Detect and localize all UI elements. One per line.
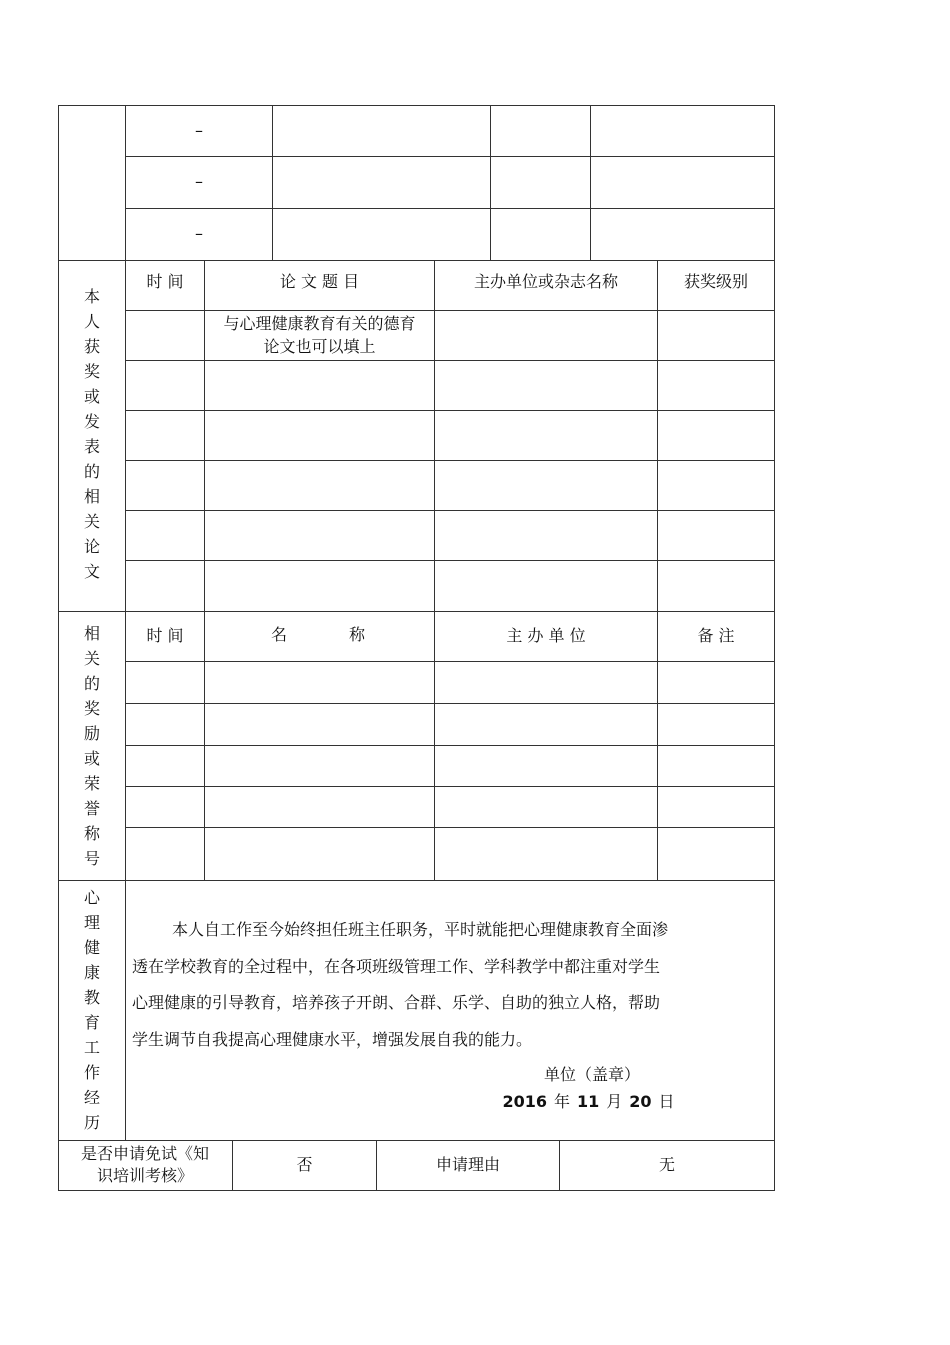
- papers-note-line2: 论文也可以填上: [263, 337, 376, 356]
- grid-line-horizontal: [58, 1190, 775, 1191]
- period-cell-3: [126, 209, 272, 260]
- date-month: 11: [576, 1092, 600, 1111]
- grid-line-horizontal: [125, 410, 775, 411]
- papers-header-org: 主办单位或杂志名称: [473, 271, 618, 291]
- papers-header-level: 获奖级别: [683, 271, 748, 291]
- period-dash: –: [195, 120, 203, 140]
- grid-line-horizontal: [58, 260, 775, 261]
- papers-note-line1: 与心理健康教育有关的德育: [223, 314, 416, 333]
- experience-paragraph: [132, 912, 732, 1058]
- experience-section-label: 心 理 健 康 教 育 工 作 经 历: [83, 888, 100, 1132]
- exemption-question-line1: 是否申请免试《知: [80, 1144, 209, 1163]
- grid-line-horizontal: [125, 703, 775, 704]
- date-year-unit: 年: [553, 1092, 570, 1111]
- period-cell-2: [126, 157, 272, 208]
- honors-header-remark: 备 注: [697, 625, 735, 645]
- experience-line-2: 透在学校教育的全过程中，在各项班级管理工作、学科教学中都注重对学生: [132, 956, 661, 976]
- grid-line-vertical: [774, 105, 775, 1191]
- period-dash: –: [195, 172, 203, 192]
- date-year: 2016: [502, 1092, 547, 1111]
- grid-line-horizontal: [125, 460, 775, 461]
- exemption-question: [58, 1141, 232, 1190]
- experience-line-1: 本人自工作至今始终担任班主任职务，平时就能把心理健康教育全面渗: [172, 920, 669, 939]
- grid-line-horizontal: [125, 510, 775, 511]
- honors-section-label: 相 关 的 奖 励 或 荣 誉 称 号: [83, 624, 100, 868]
- unit-seal: 单位（盖章）: [543, 1065, 640, 1084]
- honors-header-time: 时 间: [146, 625, 184, 645]
- date-month-unit: 月: [606, 1092, 623, 1111]
- papers-section-label: 本 人 获 奖 或 发 表 的 相 关 论 文: [83, 287, 100, 581]
- honors-header-org: 主 办 单 位: [506, 625, 586, 645]
- honors-header-name: [205, 612, 434, 660]
- papers-header-title: 论 文 题 目: [279, 271, 360, 291]
- grid-line-horizontal: [125, 661, 775, 662]
- exemption-reason-value: 无: [658, 1155, 675, 1175]
- grid-line-vertical: [434, 260, 435, 881]
- honors-header-name-part1: 名: [271, 625, 288, 644]
- grid-line-vertical: [590, 105, 591, 261]
- grid-line-vertical: [272, 105, 273, 261]
- grid-line-horizontal: [125, 786, 775, 787]
- papers-note-cell: [205, 311, 434, 361]
- exemption-question-line2: 识培训考核》: [96, 1166, 193, 1185]
- grid-line-horizontal: [125, 560, 775, 561]
- papers-header-time: 时 间: [146, 271, 184, 291]
- period-dash: –: [195, 224, 203, 244]
- exemption-answer: 否: [296, 1155, 313, 1175]
- date-day-unit: 日: [658, 1092, 675, 1111]
- grid-line-horizontal: [125, 745, 775, 746]
- period-cell-1: [126, 106, 272, 156]
- grid-line-vertical: [657, 260, 658, 881]
- date-day: 20: [629, 1092, 652, 1111]
- honors-header-name-part2: 称: [349, 625, 366, 644]
- grid-line-horizontal: [58, 880, 775, 881]
- experience-line-3: 心理健康的引导教育，培养孩子开朗、合群、乐学、自助的独立人格，帮助: [132, 993, 661, 1012]
- sign-date: [126, 1089, 916, 1112]
- exemption-reason-label: 申请理由: [435, 1155, 500, 1175]
- experience-line-4: 学生调节自我提高心理健康水平，增强发展自我的能力。: [132, 1029, 533, 1049]
- grid-line-vertical: [490, 105, 491, 261]
- grid-line-horizontal: [125, 827, 775, 828]
